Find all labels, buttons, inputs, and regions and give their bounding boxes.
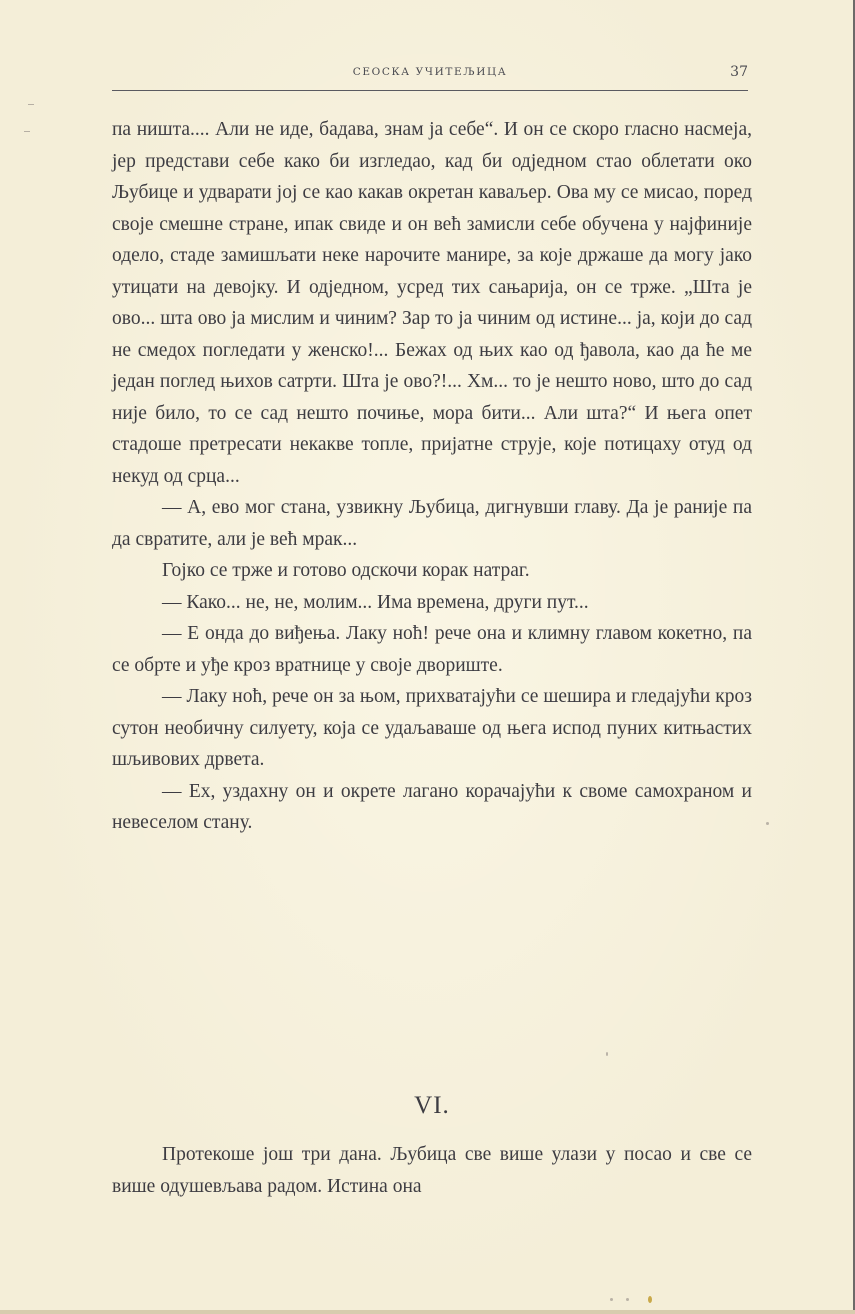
margin-mark [28, 104, 34, 105]
paper-speck [606, 1052, 608, 1056]
section-text [112, 1139, 752, 1202]
paragraph-continuation: па ништа.... Али не иде, бадава, знам ја себе“. И он се скоро гласно насмеја, јер представи себе како би изгледао, кад би одједном стао облетати око Љубице и удварати јој се као какав окретан каваљер. Ова му се мисао, поред своје смешне стране, ипак свиде и он већ замисли себе обучена у најфиније одело, стаде замишљати неке нарочите манире, за које држаше да могу јако утицати на девојку. И одједном, усред тих сањарија, он се трже. „Шта је ово... шта ово ја мислим и чиним? Зар то ја чиним од истине... ја, који до сад не смедох погледати у женско!... Бежах од њих као од ђавола, као да ће ме један поглед њихов сатрти. Шта је ово?!... Хм... то је нешто ново, што до сад није било, то се сад нешто почиње, мора бити... Али шта?“ И њега опет стадоше претресати некакве топле, пријатне струје, које потицаху отуд од некуд од срца... [112, 119, 752, 487]
running-head: СЕОСКА УЧИТЕЉИЦА [352, 66, 508, 78]
paper-speck [648, 1296, 652, 1303]
paper-speck [610, 1298, 613, 1301]
paragraph-dialogue-gojko: — Како... не, не, молим... Има времена, други пут... [162, 591, 589, 613]
paragraph-gojko-startles: Гојко се трже и готово одскочи корак натраг. [162, 560, 530, 581]
page-header [112, 64, 748, 86]
paper-speck [766, 822, 769, 825]
section-heading: VI. [414, 1092, 450, 1119]
paper-speck [626, 1298, 629, 1301]
page-edge-bottom [0, 1310, 855, 1314]
body-text [112, 114, 752, 839]
header-rule [112, 90, 748, 91]
paragraph-goodnight-ljubica: — Е онда до виђења. Лаку ноћ! рече она и климну главом кокетно, па се обрте и уђе кроз вратнице у своје двориште. [112, 623, 752, 676]
section-paragraph: Протекоше још три дана. Љубица све више улази у посао и све се више одушевљава радом. Истина она [112, 1144, 752, 1197]
page-number: 37 [730, 64, 748, 80]
margin-mark [24, 131, 30, 132]
paragraph-sigh: — Ех, уздахну он и окрете лагано корачајући к своме самохраном и невеселом стану. [112, 780, 752, 833]
paragraph-goodnight-gojko: — Лаку ноћ, рече он за њом, прихватајући се шешира и гледајући кроз сутон необичну силуету, која се удаљаваше од њега испод пуних китњастих шљивових дрвета. [112, 686, 752, 770]
paragraph-dialogue-ljubica: — А, ево мог стана, узвикну Љубица, дигнувши главу. Да је раније па да свратите, али је већ мрак... [112, 497, 752, 550]
